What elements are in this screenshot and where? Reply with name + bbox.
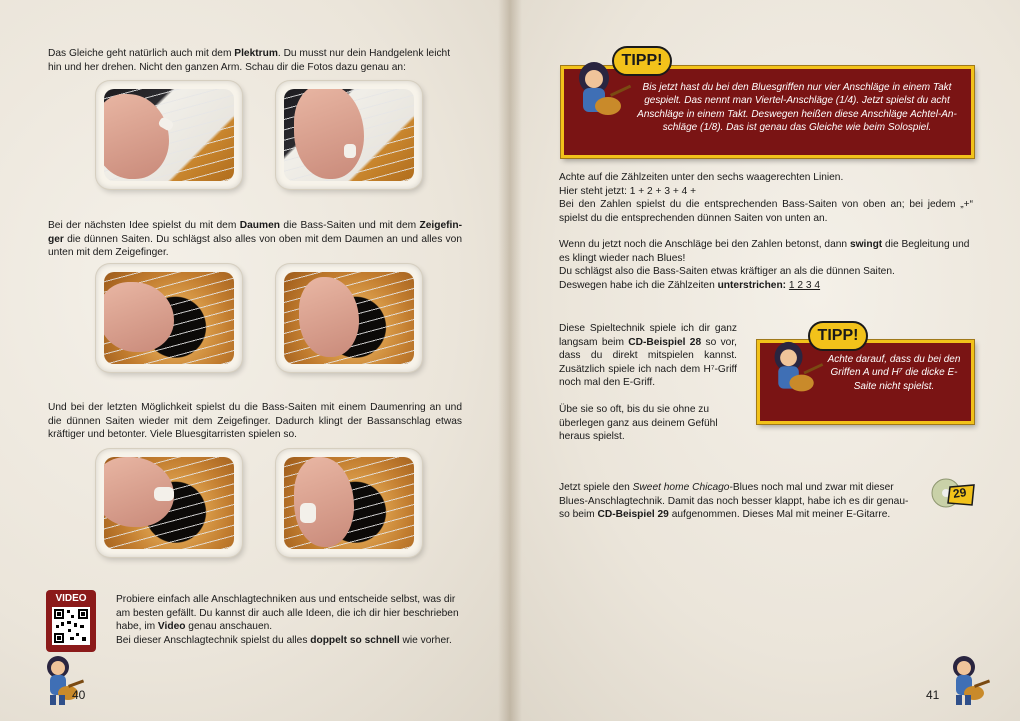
right-paragraph-2: Wenn du jetzt noch die Anschläge bei den Zahlen betonst, dann swingt die Begleitung und es klingt wieder nach Blues! Du schlägst also die Bass-Saiten etwas kräftiger an als die dünnen Saiten. Deswegen habe ich die Zählzeiten unterstrichen: 1 2 3 4: [559, 239, 970, 291]
right-paragraph-3: Diese Spieltechnik spiele ich dir ganz langsam beim CD-Beispiel 28 so vor, dass du direkt mitspielen kannst. Zusätzlich spiele ich nach dem H⁷-Griff noch mal den E-Griff.: [559, 323, 738, 389]
tipp-badge-1: TIPP!: [612, 46, 672, 76]
right-paragraph-4: Übe sie so oft, bis du sie ohne zu überlegen ganz aus deinem Gefühl heraus spielst.: [559, 404, 718, 443]
page-number-left: 40: [72, 688, 86, 702]
photo-pick-upstroke: [276, 81, 422, 189]
left-paragraph-3: Und bei der letzten Möglichkeit spielst du die Bass-Saiten mit einem Daumenring an und die dünnen Saiten wieder mit dem Zeigefinger. Dadurch klingt der Bassanschlag etwas kräftiger und betonter. Viele Bluesgitarristen spielen so.: [48, 402, 462, 441]
video-qr-badge[interactable]: [46, 590, 96, 652]
right-paragraph-1: Achte auf die Zählzeiten unter den sechs waagerechten Linien. Hier steht jetzt: 1 + 2 + 3 + 4 + Bei den Zahlen spielst du die entsprechenden Bass-Saiten von oben an; bei jedem „+“ spielst du die entsprechenden dünnen Saiten von unten an.: [559, 172, 973, 224]
photo-finger-treble: [276, 264, 422, 372]
left-paragraph-2: Bei der nächsten Idee spielst du mit dem Daumen die Bass-Saiten und mit dem Zeigefin-ger die dünnen Saiten. Du schlägst also alles von oben mit dem Daumen an und alles von unten mit dem Zeigefinger.: [48, 220, 462, 259]
video-label: VIDEO: [55, 593, 87, 604]
cd-track-number: 29: [952, 485, 968, 501]
tipp-badge-2: TIPP!: [808, 321, 868, 351]
left-paragraph-1: Das Gleiche geht natürlich auch mit dem Plektrum. Du musst nur dein Handgelenk leicht hin und her drehen. Nicht den ganzen Arm. Schau dir die Fotos dazu genau an:: [48, 48, 451, 73]
qr-code-icon[interactable]: [52, 607, 90, 645]
cd-track-badge: [930, 477, 976, 511]
photo-thumb-bass: [96, 264, 242, 372]
tipp-box-1-text: Bis jetzt hast du bei den Bluesgriffen nur vier Anschläge in einem Takt gespielt. Das nennt man Viertel-Anschläge (1/4). Jetzt spielst du acht Anschläge in einem Takt. Deswegen heißen diese Anschläge Achtel-An-schläge (1/8). Das ist genau das Gleiche wie beim Solospiel.: [637, 82, 957, 134]
left-paragraph-4: Probiere einfach alle Anschlagtechniken aus und entscheide selbst, was dir am besten gefällt. Du kannst dir auch alle Ideen, die ich dir hier beschrieben habe, im Video genau anschauen. Bei dieser Anschlagtechnik spielst du alles doppelt so schnell wie vorher.: [116, 594, 459, 646]
photo-thumbpick-bass: [96, 449, 242, 557]
photo-pick-downstroke: [96, 81, 242, 189]
photo-thumbpick-treble: [276, 449, 422, 557]
right-paragraph-5: Jetzt spiele den Sweet home Chicago-Blues noch mal und zwar mit dieser Blues-Anschlagtechnik. Damit das noch besser klappt, habe ich es dir genau-so beim CD-Beispiel 29 aufgenommen. Dieses Mal mit meiner E-Gitarre.: [559, 482, 909, 521]
mascot-guitarist-icon-right: [944, 655, 990, 707]
tipp-box-2-text: Achte darauf, dass du bei den Griffen A und H⁷ die dicke E-Saite nicht spielst.: [827, 354, 961, 392]
page-number-right: 41: [926, 688, 940, 702]
book-spine: [498, 0, 522, 721]
